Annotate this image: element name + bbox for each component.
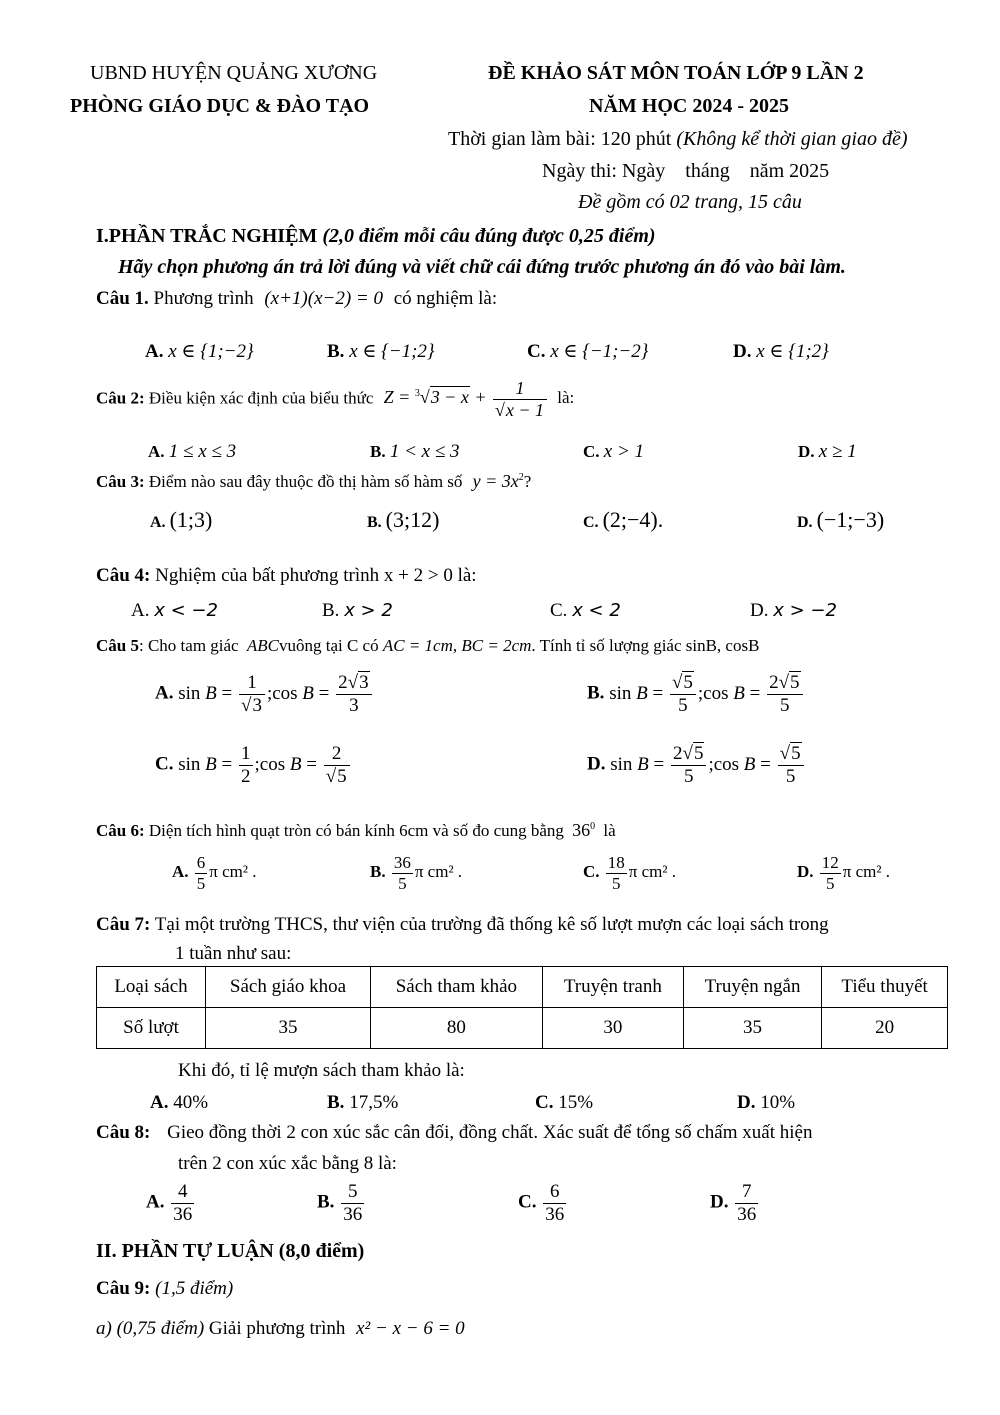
table-cell: 35	[206, 1008, 371, 1049]
option-letter: D.	[733, 341, 752, 362]
table-cell: Truyện tranh	[542, 967, 683, 1008]
table-cell: Tiểu thuyết	[822, 967, 948, 1008]
q3-equation-base: y = 3x	[472, 471, 519, 491]
table-cell: Truyện ngắn	[683, 967, 821, 1008]
option-letter: D.	[797, 861, 814, 881]
q1-stem	[96, 288, 497, 310]
q2-option-b	[370, 441, 460, 463]
option-letter: B.	[370, 442, 386, 461]
q7-label: Câu 7:	[96, 914, 151, 935]
q1-label: Câu 1.	[96, 288, 149, 309]
borrow-stats-table	[96, 966, 948, 1049]
option-value: x ∈ {1;2}	[756, 341, 829, 362]
q9-points: (1,5 điểm)	[155, 1278, 234, 1299]
q2-tail: là:	[557, 388, 575, 408]
option-letter: B.	[587, 682, 605, 704]
q5-stem	[96, 636, 759, 656]
denominator: 5	[398, 873, 407, 893]
part1-title-text: I.PHẦN TRẮC NGHIỆM	[96, 225, 318, 247]
numerator: 4	[171, 1181, 194, 1204]
option-value: x ∈ {−1;−2}	[550, 341, 649, 362]
denominator: 5	[196, 873, 206, 893]
option-value: x > −2	[773, 600, 837, 621]
option-letter: D.	[737, 1092, 756, 1113]
q6-degree: $36^0$	[572, 820, 596, 840]
q4-stem	[96, 565, 477, 587]
q6-text: Diện tích hình quạt tròn có bán kính 6cm và số đo cung bằng	[148, 821, 564, 840]
option-value: x > 2	[344, 600, 393, 621]
q7-option-d	[737, 1092, 795, 1114]
option-value: 40%	[173, 1092, 209, 1113]
q7-question: Khi đó, tỉ lệ mượn sách tham khảo là:	[178, 1060, 465, 1081]
q1-equation: (x+1)(x−2) = 0	[264, 288, 383, 309]
part1-title-note: (2,0 điểm mỗi câu đúng được 0,25 điểm)	[322, 225, 656, 247]
option-fraction	[195, 853, 208, 893]
option-letter: B.	[370, 861, 386, 881]
option-value: x ∈ {−1;2}	[349, 341, 435, 362]
numerator: 18	[607, 853, 625, 872]
option-letter: B.	[367, 514, 382, 531]
numerator: 12	[821, 853, 839, 872]
denominator: 5	[826, 873, 835, 893]
q9a-stem	[96, 1318, 465, 1340]
q3-option-a	[150, 507, 212, 533]
denominator: 36	[545, 1203, 565, 1225]
part1-title	[96, 225, 656, 248]
option-unit: π cm² .	[842, 861, 890, 881]
option-value: x ≥ 1	[818, 441, 857, 462]
option-fraction	[606, 853, 627, 893]
option-letter: A.	[148, 442, 165, 461]
q5-option-b	[587, 672, 805, 717]
option-letter: A.	[172, 861, 189, 881]
table-row	[97, 1008, 948, 1049]
q2-option-c	[583, 441, 644, 463]
q2-expression: Z = $^3$√3 − x + $\frac{1}{√x - 1}$	[384, 387, 549, 407]
option-letter: B.	[327, 341, 345, 362]
denominator: 36	[737, 1203, 757, 1225]
q2-text: Điều kiện xác định của biểu thức	[148, 388, 374, 408]
q7-text: Tại một trường THCS, thư viện của trường đã thống kê số lượt mượn các loại sách trong	[154, 914, 829, 935]
table-cell: Loại sách	[97, 967, 206, 1008]
q9a-label: a) (0,75 điểm)	[96, 1318, 205, 1339]
q5-data: AC = 1cm, BC = 2cm	[382, 636, 532, 655]
option-fraction	[171, 1181, 194, 1226]
q3-label: Câu 3:	[96, 472, 145, 491]
q9a-text: Giải phương trình	[208, 1318, 346, 1339]
q1-tail: có nghiệm là:	[393, 288, 498, 309]
option-value: (1;3)	[169, 507, 213, 532]
option-fraction	[820, 853, 841, 893]
q5-option-d	[587, 743, 806, 788]
option-letter: C.	[583, 514, 599, 531]
school-year: NĂM HỌC 2024 - 2025	[589, 95, 789, 117]
option-letter: B.	[317, 1191, 335, 1213]
option-value: 1 < x ≤ 3	[389, 441, 460, 462]
numerator: 5	[341, 1181, 364, 1204]
q1-option-c	[527, 340, 648, 363]
q2-stem	[96, 378, 574, 420]
header-left-line2: PHÒNG GIÁO DỤC & ĐÀO TẠO	[70, 95, 370, 117]
denominator: 36	[173, 1203, 193, 1225]
q4-label: Câu 4:	[96, 565, 151, 586]
option-letter: A.	[131, 600, 150, 621]
option-value: x > 1	[603, 441, 645, 462]
option-value: sin B = $\frac{√5}{5}$ ;cos B = $\frac{2√5}{5}$	[609, 683, 804, 704]
q5-tail: . Tính tỉ số lượng giác sinB, cosB	[531, 636, 760, 655]
q5-triangle: ABC	[246, 636, 279, 655]
q7-stem-line2: 1 tuần như sau:	[175, 943, 292, 964]
table-cell: 35	[683, 1008, 821, 1049]
part1-instruction: Hãy chọn phương án trả lời đúng và viết chữ cái đứng trước phương án đó vào bài làm.	[118, 256, 846, 278]
q6-stem	[96, 820, 616, 841]
option-unit: π cm² .	[414, 861, 463, 881]
q7-option-b	[327, 1092, 398, 1114]
q4-option-d	[750, 600, 837, 622]
option-letter: D.	[587, 753, 606, 775]
option-letter: A.	[146, 1191, 165, 1213]
q7-option-a	[150, 1092, 208, 1114]
option-letter: C.	[550, 600, 568, 621]
q8-option-a	[146, 1181, 196, 1226]
q1-text: Phương trình	[153, 288, 254, 309]
q1-option-a	[145, 340, 254, 363]
table-cell: 80	[370, 1008, 542, 1049]
q1-option-d	[733, 340, 829, 363]
option-letter: B.	[322, 600, 340, 621]
option-letter: C.	[535, 1092, 554, 1113]
q6-option-b	[370, 853, 462, 893]
option-letter: D.	[798, 442, 815, 461]
table-cell: Sách tham khảo	[370, 967, 542, 1008]
q3-equation: $y = 3x^2$	[472, 471, 524, 491]
q3-tail: ?	[523, 472, 532, 491]
q3-option-c	[583, 507, 663, 533]
option-value: x < 2	[572, 600, 621, 621]
option-letter: C.	[583, 442, 600, 461]
option-letter: D.	[797, 514, 813, 531]
exam-title: ĐỀ KHẢO SÁT MÔN TOÁN LỚP 9 LẦN 2	[488, 62, 864, 84]
option-letter: A.	[145, 341, 164, 362]
option-letter: A.	[150, 1092, 169, 1113]
page-count: Đề gồm có 02 trang, 15 câu	[578, 191, 802, 213]
q8-option-c	[518, 1181, 568, 1226]
option-value: x ∈ {1;−2}	[168, 341, 254, 362]
option-value: 15%	[558, 1092, 594, 1113]
q8-stem-line2: trên 2 con xúc xắc bằng 8 là:	[178, 1153, 397, 1174]
q4-text: Nghiệm của bất phương trình x + 2 > 0 là:	[155, 565, 477, 586]
q4-option-c	[550, 600, 621, 622]
q9-label: Câu 9:	[96, 1278, 151, 1299]
q8-option-d	[710, 1181, 760, 1226]
time-note: (Không kể thời gian giao đề)	[676, 128, 908, 150]
exam-time	[448, 128, 908, 151]
q4-option-a	[131, 600, 218, 622]
q8-stem	[96, 1122, 812, 1144]
option-letter: B.	[327, 1092, 345, 1113]
option-letter: C.	[518, 1191, 537, 1213]
option-value: 10%	[760, 1092, 796, 1113]
q6-option-d	[797, 853, 890, 893]
q5-text: : Cho tam giác	[138, 636, 239, 655]
q9-stem	[96, 1278, 233, 1300]
option-value: (3;12)	[385, 507, 440, 532]
q5-option-a	[155, 672, 374, 717]
option-letter: A.	[150, 514, 166, 531]
q6-option-c	[583, 853, 676, 893]
option-value: (−1;−3)	[816, 507, 885, 532]
option-fraction	[543, 1181, 566, 1226]
q5-option-c	[155, 743, 352, 788]
table-cell: 20	[822, 1008, 948, 1049]
option-letter: D.	[750, 600, 769, 621]
q8-option-b	[317, 1181, 366, 1226]
q7-option-c	[535, 1092, 593, 1114]
q6-tail: là	[603, 821, 616, 840]
option-unit: π cm² .	[209, 861, 257, 881]
option-value: 17,5%	[349, 1092, 399, 1113]
option-letter: C.	[527, 341, 546, 362]
table-cell: Số lượt	[97, 1008, 206, 1049]
part2-title: II. PHẦN TỰ LUẬN (8,0 điểm)	[96, 1240, 365, 1262]
q6-degree-value: 36	[572, 820, 591, 840]
q6-option-a	[172, 853, 256, 893]
denominator: 5	[612, 873, 621, 893]
option-letter: D.	[710, 1191, 729, 1213]
numerator: 7	[735, 1181, 758, 1204]
q3-option-b	[367, 507, 439, 533]
header-left-line1: UBND HUYỆN QUẢNG XƯƠNG	[90, 62, 378, 84]
table-cell: Sách giáo khoa	[206, 967, 371, 1008]
q7-stem	[96, 914, 829, 936]
numerator: 6	[196, 853, 206, 872]
option-value: sin B = $\frac{1}{√3}$ ;cos B = $\frac{2√3}{3}$	[178, 683, 373, 704]
q1-option-b	[327, 340, 435, 363]
option-unit: π cm² .	[628, 861, 676, 881]
q5-mid: vuông tại C có	[278, 636, 379, 655]
option-letter: C.	[583, 861, 600, 881]
table-header-row	[97, 967, 948, 1008]
table-cell: 30	[542, 1008, 683, 1049]
q8-label: Câu 8:	[96, 1122, 151, 1143]
option-fraction	[392, 853, 413, 893]
q5-label: Câu 5	[96, 636, 139, 655]
exam-date: Ngày thi: Ngày tháng năm 2025	[542, 160, 830, 182]
option-value: 1 ≤ x ≤ 3	[168, 441, 237, 462]
q3-option-d	[797, 507, 884, 533]
option-fraction	[341, 1181, 364, 1226]
option-value: sin B = $\frac{2√5}{5}$ ;cos B = $\frac{√5}{5}$	[610, 754, 805, 775]
time-text: Thời gian làm bài: 120 phút	[448, 128, 672, 150]
q2-option-a	[148, 441, 236, 463]
option-value: (2;−4).	[602, 507, 664, 532]
option-value: x < −2	[154, 600, 218, 621]
q6-label: Câu 6:	[96, 821, 145, 840]
q3-text: Điểm nào sau đây thuộc đồ thị hàm số hàm số	[148, 472, 463, 491]
q9a-equation: x² − x − 6 = 0	[356, 1318, 465, 1339]
q3-stem	[96, 471, 531, 492]
q2-label: Câu 2:	[96, 388, 145, 408]
numerator: 6	[543, 1181, 566, 1204]
q4-option-b	[322, 600, 393, 622]
option-fraction	[735, 1181, 758, 1226]
denominator: 36	[343, 1203, 363, 1225]
option-value: sin B = $\frac{1}{2}$ ;cos B = $\frac{2}{√5}$	[178, 754, 351, 775]
q2-option-d	[798, 441, 857, 463]
option-letter: C.	[155, 753, 174, 775]
option-letter: A.	[155, 682, 174, 704]
numerator: 36	[393, 853, 411, 872]
q8-text: Gieo đồng thời 2 con xúc sắc cân đối, đồng chất. Xác suất để tổng số chấm xuất hiện	[167, 1122, 813, 1143]
